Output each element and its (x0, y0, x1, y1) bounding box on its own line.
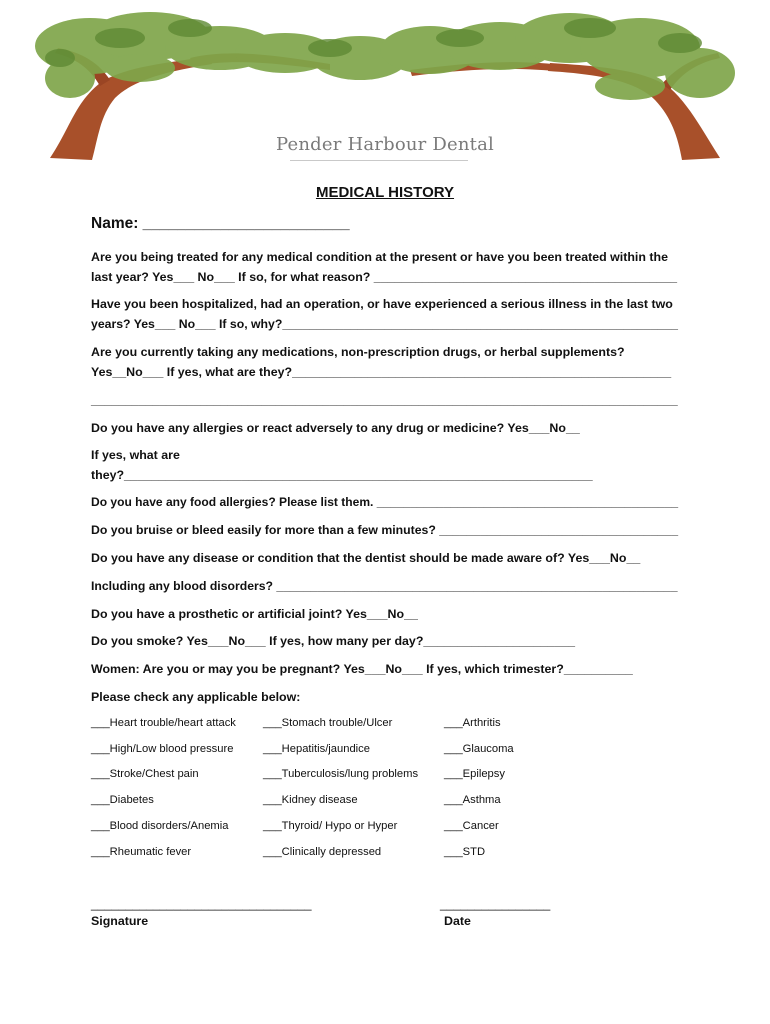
checklist-item[interactable]: ___Clinically depressed (263, 846, 382, 858)
question-line[interactable]: years? Yes___ No___ If so, why?__________________________________________________________ (91, 317, 678, 331)
clinic-name: Pender Harbour Dental (276, 134, 494, 155)
question-line[interactable]: Do you bruise or bleed easily for more than a few minutes? ___________________________________ (91, 523, 679, 537)
question-line[interactable]: Do you have any food allergies? Please list them. _____________________________________________ (91, 495, 679, 509)
question-line: Have you been hospitalized, had an operation, or have experienced a serious illness in the last two (91, 297, 673, 311)
checklist-item[interactable]: ___Rheumatic fever (91, 846, 192, 858)
form-title: MEDICAL HISTORY (315, 184, 455, 201)
checklist-item[interactable]: ___Thyroid/ Hypo or Hyper (263, 820, 398, 832)
checklist-item[interactable]: ___Heart trouble/heart attack (91, 717, 236, 729)
question-line[interactable]: Do you have any disease or condition that the dentist should be made aware of? Yes___No__ (91, 551, 641, 565)
checklist-item[interactable]: ___Diabetes (91, 794, 154, 806)
checklist-item[interactable]: ___Stroke/Chest pain (91, 768, 199, 780)
checklist-heading: Please check any applicable below: (91, 690, 301, 704)
question-line[interactable]: Do you have a prosthetic or artificial joint? Yes___No__ (91, 607, 418, 621)
question-line: Are you currently taking any medications, non-prescription drugs, or herbal supplements? (91, 345, 625, 359)
checklist-item[interactable]: ___STD (444, 846, 486, 858)
checklist-item[interactable]: ___Cancer (444, 820, 499, 832)
question-line[interactable]: ______________________________________________________________________________________ (91, 393, 678, 407)
question-line[interactable]: Do you have any allergies or react adversely to any drug or medicine? Yes___No__ (91, 421, 580, 435)
date-label: Date (444, 914, 471, 928)
checklist-item[interactable]: ___Stomach trouble/Ulcer (263, 717, 393, 729)
signature-line[interactable]: ________________________________ (91, 897, 312, 911)
name-field[interactable]: Name: ________________________ (91, 215, 350, 232)
header (30, 8, 740, 168)
question-line[interactable]: Women: Are you or may you be pregnant? Yes___No___ If yes, which trimester?__________ (91, 662, 633, 676)
question-line[interactable]: Yes__No___ If yes, what are they?_______________________________________________________ (91, 365, 672, 379)
question-line: Are you being treated for any medical condition at the present or have you been treated within the (91, 250, 668, 264)
clinic-name-underline (290, 160, 468, 161)
question-line[interactable]: Including any blood disorders? ___________________________________________________________ (91, 579, 678, 593)
date-line[interactable]: ________________ (440, 897, 551, 911)
question-line[interactable]: Do you smoke? Yes___No___ If yes, how many per day?______________________ (91, 634, 575, 648)
signature-label: Signature (91, 914, 149, 928)
checklist-item[interactable]: ___Epilepsy (444, 768, 505, 780)
checklist-item[interactable]: ___Kidney disease (263, 794, 358, 806)
checklist-item[interactable]: ___Blood disorders/Anemia (91, 820, 229, 832)
checklist-item[interactable]: ___Arthritis (444, 717, 501, 729)
checklist-item[interactable]: ___Glaucoma (444, 743, 514, 755)
checklist-item[interactable]: ___Hepatitis/jaundice (263, 743, 370, 755)
checklist-item[interactable]: ___High/Low blood pressure (91, 743, 234, 755)
question-line: If yes, what are (91, 448, 180, 462)
checklist-item[interactable]: ___Tuberculosis/lung problems (263, 768, 419, 780)
checklist-item[interactable]: ___Asthma (444, 794, 501, 806)
question-line[interactable]: last year? Yes___ No___ If so, for what reason? ____________________________________________ (91, 270, 678, 284)
question-line[interactable]: they?____________________________________________________________________ (91, 468, 593, 482)
